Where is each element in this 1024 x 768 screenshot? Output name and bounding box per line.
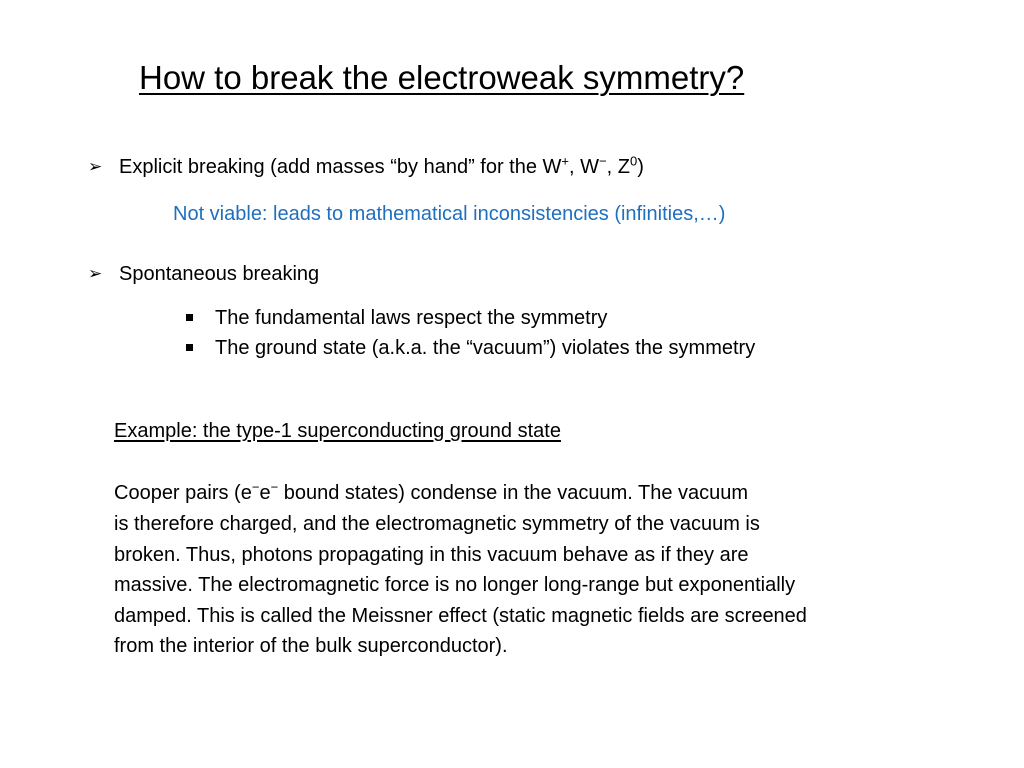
paragraph-line-2: is therefore charged, and the electromagnetic symmetry of the vacuum is <box>114 513 760 535</box>
slide-title: How to break the electroweak symmetry? <box>139 59 745 96</box>
square-bullet-icon <box>186 314 193 321</box>
electron-minus-superscript: − <box>270 479 279 495</box>
separator-z: , Z <box>606 156 630 178</box>
paragraph-line-1 <box>114 480 748 506</box>
sub-bullet-fundamental-laws: The fundamental laws respect the symmetry <box>215 307 608 329</box>
example-heading: Example: the type-1 superconducting ground state <box>114 420 561 442</box>
square-bullet-icon <box>186 344 193 351</box>
electron-minus-superscript: − <box>251 479 260 495</box>
arrowhead-bullet-icon: ➢ <box>88 157 103 176</box>
z-zero-superscript: 0 <box>629 153 638 169</box>
w-minus-superscript: − <box>599 153 607 169</box>
bullet-spontaneous-breaking: Spontaneous breaking <box>119 263 320 285</box>
bullet-explicit-text: Explicit breaking (add masses “by hand” for the W <box>119 156 562 178</box>
arrowhead-bullet-icon: ➢ <box>88 264 103 283</box>
cooper-pairs-text: Cooper pairs (e <box>114 482 252 504</box>
w-plus-superscript: + <box>561 153 570 169</box>
paragraph-line-3: broken. Thus, photons propagating in this vacuum behave as if they are <box>114 544 749 566</box>
bullet-explicit-breaking <box>119 154 644 180</box>
not-viable-note: Not viable: leads to mathematical inconsistencies (infinities,…) <box>173 203 726 225</box>
paragraph-line-5: damped. This is called the Meissner effect (static magnetic fields are screened <box>114 605 807 627</box>
paragraph-line-4: massive. The electromagnetic force is no longer long-range but exponentially <box>114 574 796 596</box>
separator-w-minus: , W <box>569 156 600 178</box>
electron-symbol: e <box>259 482 271 504</box>
closing-paren: ) <box>637 156 644 178</box>
paragraph-line-6: from the interior of the bulk superconductor). <box>114 635 508 657</box>
sub-bullet-ground-state: The ground state (a.k.a. the “vacuum”) violates the symmetry <box>215 337 756 359</box>
condense-text: bound states) condense in the vacuum. The vacuum <box>278 482 749 504</box>
